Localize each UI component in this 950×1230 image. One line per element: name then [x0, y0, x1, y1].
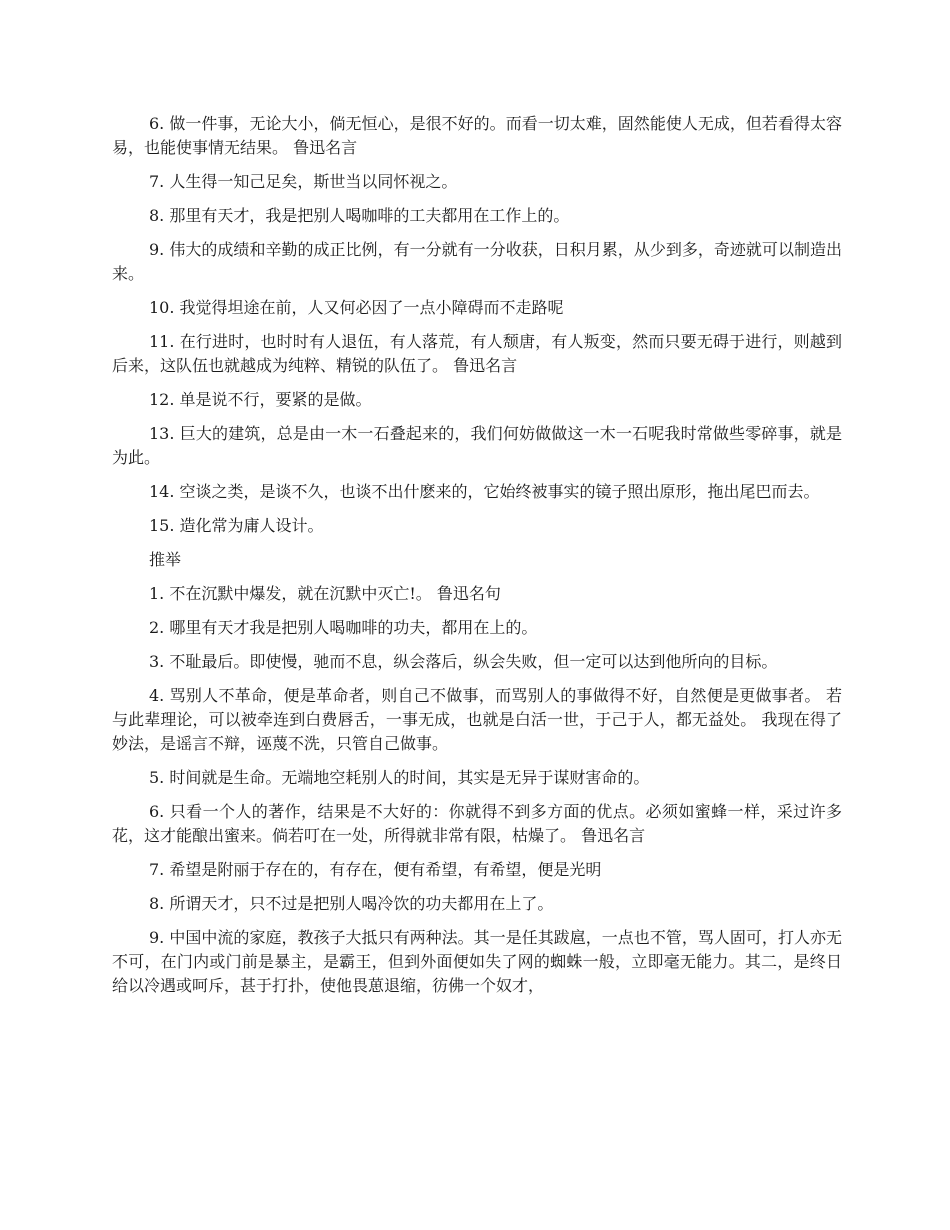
quote-paragraph: 8. 所谓天才，只不过是把别人喝冷饮的功夫都用在上了。 — [149, 894, 554, 913]
quote-paragraph: 12. 单是说不行，要紧的是做。 — [149, 390, 372, 409]
quote-paragraph: 4. 骂别人不革命，便是革命者，则自己不做事，而骂别人的事做得不好，自然便是更做事者。 若与此辈理论，可以被牵连到白费唇舌，一事无成，也就是白活一世，于己于人，都无益处。 我现在得了妙法，是谣言不辩，诬蔑不洗，只管自己做事。 — [112, 686, 842, 753]
quote-paragraph: 7. 希望是附丽于存在的，有存在，便有希望，有希望，便是光明 — [149, 860, 602, 879]
quote-paragraph: 9. 中国中流的家庭，教孩子大抵只有两种法。其一是任其跋扈，一点也不管，骂人固可，打人亦无不可，在门内或门前是暴主，是霸王，但到外面便如失了网的蜘蛛一般，立即毫无能力。其二，是终日给以冷遇或呵斥，甚于打扑，使他畏葸退缩，彷佛一个奴才， — [112, 928, 842, 995]
quote-paragraph: 5. 时间就是生命。无端地空耗别人的时间，其实是无异于谋财害命的。 — [149, 768, 650, 787]
quote-paragraph: 6. 只看一个人的著作，结果是不大好的：你就得不到多方面的优点。必须如蜜蜂一样，采过许多花，这才能酿出蜜来。倘若叮在一处，所得就非常有限，枯燥了。 鲁迅名言 — [112, 802, 842, 845]
quote-paragraph: 2. 哪里有天才我是把别人喝咖啡的功夫，都用在上的。 — [149, 618, 538, 637]
quote-paragraph: 1. 不在沉默中爆发，就在沉默中灭亡!。 鲁迅名句 — [149, 584, 501, 603]
quote-paragraph: 15. 造化常为庸人设计。 — [149, 516, 324, 535]
quote-paragraph: 13. 巨大的建筑，总是由一木一石叠起来的，我们何妨做做这一木一石呢我时常做些零碎事，就是为此。 — [112, 424, 842, 467]
quote-paragraph: 14. 空谈之类，是谈不久，也谈不出什麽来的，它始终被事实的镜子照出原形，拖出尾巴而去。 — [149, 482, 820, 501]
quote-paragraph: 11. 在行进时，也时时有人退伍，有人落荒，有人颓唐，有人叛变，然而只要无碍于进行，则越到后来，这队伍也就越成为纯粹、精锐的队伍了。 鲁迅名言 — [112, 332, 842, 375]
section-heading: 推举 — [149, 550, 182, 569]
quote-paragraph: 7. 人生得一知己足矣，斯世当以同怀视之。 — [149, 172, 458, 191]
quote-paragraph: 6. 做一件事，无论大小，倘无恒心，是很不好的。而看一切太难，固然能使人无成，但若看得太容易，也能使事情无结果。 鲁迅名言 — [112, 114, 842, 157]
quote-paragraph: 9. 伟大的成绩和辛勤的成正比例，有一分就有一分收获，日积月累，从少到多，奇迹就可以制造出来。 — [112, 240, 842, 283]
quote-paragraph: 8. 那里有天才，我是把别人喝咖啡的工夫都用在工作上的。 — [149, 206, 570, 225]
document-body — [112, 112, 842, 1008]
quote-paragraph: 10. 我觉得坦途在前，人又何必因了一点小障碍而不走路呢 — [149, 298, 564, 317]
quote-paragraph: 3. 不耻最后。即使慢，驰而不息，纵会落后，纵会失败，但一定可以达到他所向的目标。 — [149, 652, 778, 671]
